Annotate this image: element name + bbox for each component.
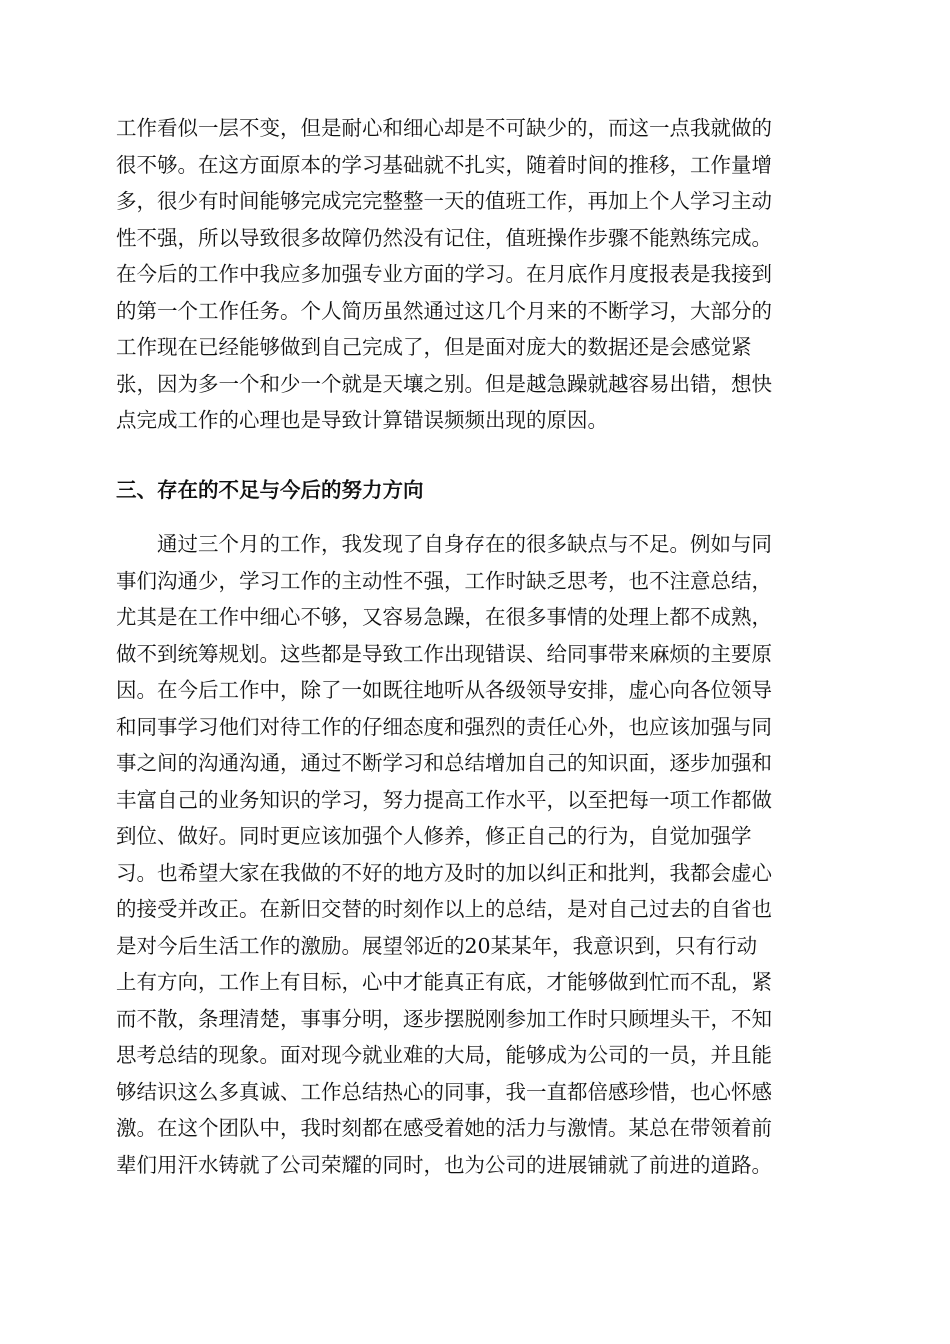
paragraph-line: 丰富自己的业务知识的学习，努力提高工作水平，以至把每一项工作都做 [116, 787, 772, 812]
section-heading: 三、存在的不足与今后的努力方向 [116, 478, 424, 502]
paragraph-line: 工作看似一层不变，但是耐心和细心却是不可缺少的，而这一点我就做的 [116, 116, 772, 140]
paragraph-line: 尤其是在工作中细心不够，又容易急躁，在很多事情的处理上都不成熟， [116, 605, 772, 629]
paragraph-line: 的第一个工作任务。个人简历虽然通过这几个月来的不断学习，大部分的 [116, 298, 772, 323]
paragraph-line: 工作现在已经能够做到自己完成了，但是面对庞大的数据还是会感觉紧 [116, 335, 752, 359]
paragraph-line: 习。也希望大家在我做的不好的地方及时的加以纠正和批判，我都会虚心 [116, 860, 772, 885]
paragraph-line: 辈们用汗水铸就了公司荣耀的同时，也为公司的进展铺就了前进的道路。 [116, 1152, 772, 1177]
paragraph-line: 上有方向，工作上有目标，心中才能真正有底，才能够做到忙而不乱，紧 [116, 970, 772, 994]
paragraph-line: 事们沟通少，学习工作的主动性不强，工作时缺乏思考，也不注意总结， [116, 568, 772, 593]
paragraph-line: 是对今后生活工作的激励。展望邻近的20某某年，我意识到，只有行动 [116, 933, 758, 958]
paragraph-line: 激。在这个团队中，我时刻都在感受着她的活力与激情。某总在带领着前 [116, 1116, 772, 1140]
paragraph-line: 点完成工作的心理也是导致计算错误频频出现的原因。 [116, 408, 608, 432]
paragraph-line: 思考总结的现象。面对现今就业难的大局，能够成为公司的一员，并且能 [116, 1043, 772, 1067]
paragraph-line: 在今后的工作中我应多加强专业方面的学习。在月底作月度报表是我接到 [116, 262, 772, 286]
paragraph-line: 而不散，条理清楚，事事分明，逐步摆脱刚参加工作时只顾埋头干，不知 [116, 1006, 772, 1031]
paragraph-line: 事之间的沟通沟通，通过不断学习和总结增加自己的知识面，逐步加强和 [116, 751, 772, 775]
paragraph-line: 做不到统筹规划。这些都是导致工作出现错误、给同事带来麻烦的主要原 [116, 641, 772, 666]
paragraph-line: 够结识这么多真诚、工作总结热心的同事，我一直都倍感珍惜，也心怀感 [116, 1079, 772, 1104]
paragraph-line: 和同事学习他们对待工作的仔细态度和强烈的责任心外，也应该加强与同 [116, 714, 772, 739]
paragraph-line: 到位、做好。同时更应该加强个人修养，修正自己的行为，自觉加强学 [116, 824, 752, 848]
paragraph-line: 的接受并改正。在新旧交替的时刻作以上的总结，是对自己过去的自省也 [116, 897, 772, 921]
paragraph-line: 因。在今后工作中，除了一如既往地听从各级领导安排，虚心向各位领导 [116, 678, 772, 702]
paragraph-line: 通过三个月的工作，我发现了自身存在的很多缺点与不足。例如与同 [157, 532, 772, 556]
paragraph-line: 很不够。在这方面原本的学习基础就不扎实，随着时间的推移，工作量增 [116, 152, 772, 177]
paragraph-line: 性不强，所以导致很多故障仍然没有记住，值班操作步骤不能熟练完成。 [116, 225, 772, 250]
paragraph-line: 多，很少有时间能够完成完完整整一天的值班工作，再加上个人学习主动 [116, 189, 772, 213]
paragraph-line: 张，因为多一个和少一个就是天壤之别。但是越急躁就越容易出错，想快 [116, 371, 772, 396]
